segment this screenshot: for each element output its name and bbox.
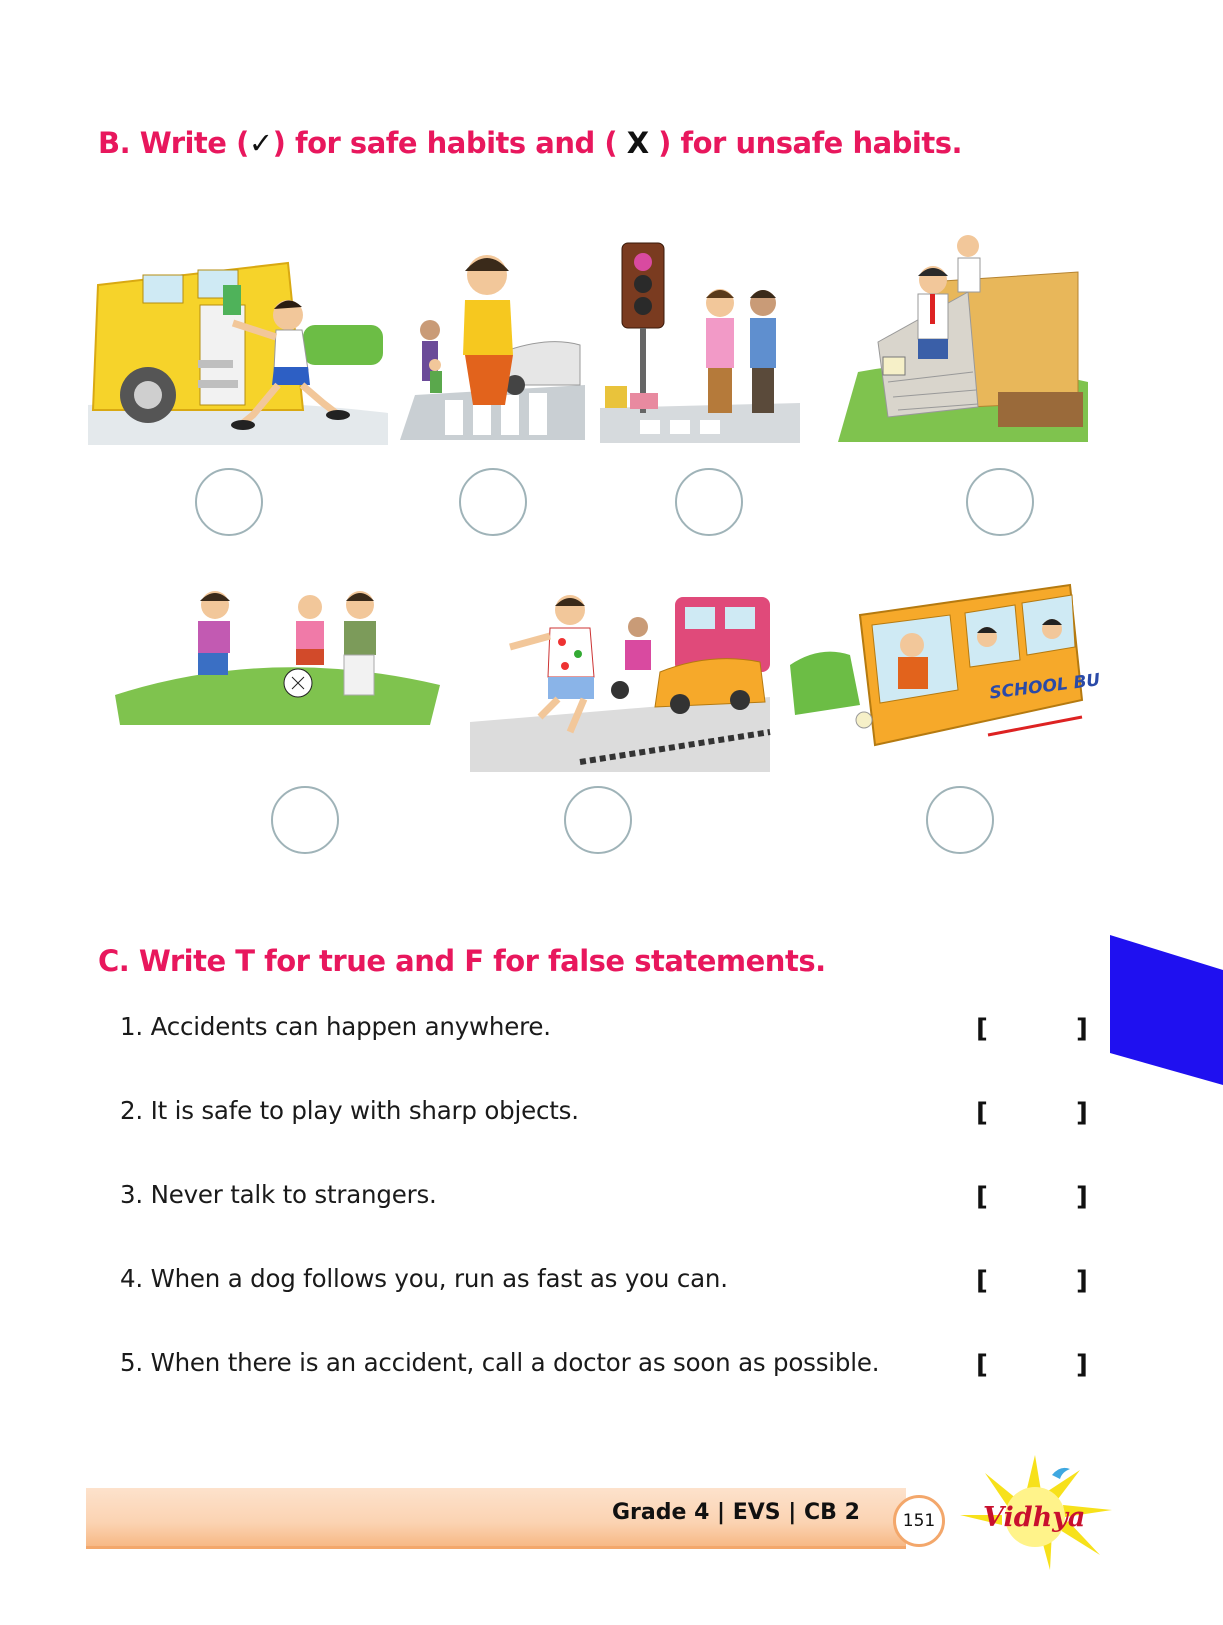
answer-bracket-close-2: ]	[1076, 1098, 1088, 1128]
illustration-boy-running-to-bus	[88, 245, 388, 445]
heading-b-mid: ) for safe habits and (	[272, 126, 627, 160]
answer-bracket-close-5: ]	[1076, 1350, 1088, 1380]
statement-3: 3. Never talk to strangers.	[120, 1180, 437, 1209]
answer-circle-7[interactable]	[926, 786, 994, 854]
statement-1: 1. Accidents can happen anywhere.	[120, 1012, 551, 1041]
cross-mark-icon: X	[626, 126, 649, 160]
section-b-heading	[98, 126, 962, 160]
check-mark-icon: ✓	[248, 126, 273, 160]
side-tab	[1110, 935, 1223, 1085]
illustration-playing-football	[110, 585, 445, 730]
statement-5: 5. When there is an accident, call a doctor as soon as possible.	[120, 1348, 880, 1377]
illustration-zebra-crossing	[395, 245, 590, 445]
bird-icon	[1052, 1468, 1070, 1479]
answer-bracket-open-1[interactable]: [	[976, 1014, 988, 1044]
logo-text: Vidhya	[983, 1502, 1086, 1533]
answer-bracket-open-2[interactable]: [	[976, 1098, 988, 1128]
footer-text: Grade 4 | EVS | CB 2	[612, 1500, 860, 1525]
answer-circle-2[interactable]	[459, 468, 527, 536]
answer-circle-5[interactable]	[271, 786, 339, 854]
statement-2: 2. It is safe to play with sharp objects.	[120, 1096, 579, 1125]
footer-line	[86, 1546, 906, 1549]
answer-bracket-open-3[interactable]: [	[976, 1182, 988, 1212]
answer-bracket-open-5[interactable]: [	[976, 1350, 988, 1380]
illustration-school-bus	[790, 585, 1102, 760]
answer-bracket-close-1: ]	[1076, 1014, 1088, 1044]
answer-circle-6[interactable]	[564, 786, 632, 854]
illustration-crossing-road-carelessly	[470, 592, 775, 772]
page-number-badge	[893, 1495, 945, 1547]
answer-bracket-close-3: ]	[1076, 1182, 1088, 1212]
illustration-stairs	[818, 232, 1088, 442]
answer-circle-3[interactable]	[675, 468, 743, 536]
section-c-heading: C. Write T for true and F for false statements.	[98, 944, 826, 978]
page-number: 151	[902, 1511, 936, 1531]
illustration-traffic-light	[600, 238, 800, 443]
answer-circle-1[interactable]	[195, 468, 263, 536]
answer-bracket-open-4[interactable]: [	[976, 1266, 988, 1296]
heading-b-start: B. Write (	[98, 126, 249, 160]
statement-4: 4. When a dog follows you, run as fast as you can.	[120, 1264, 728, 1293]
answer-bracket-close-4: ]	[1076, 1266, 1088, 1296]
answer-circle-4[interactable]	[966, 468, 1034, 536]
heading-b-end: ) for unsafe habits.	[648, 126, 963, 160]
school-bus-sign: SCHOOL BU	[988, 670, 1102, 704]
